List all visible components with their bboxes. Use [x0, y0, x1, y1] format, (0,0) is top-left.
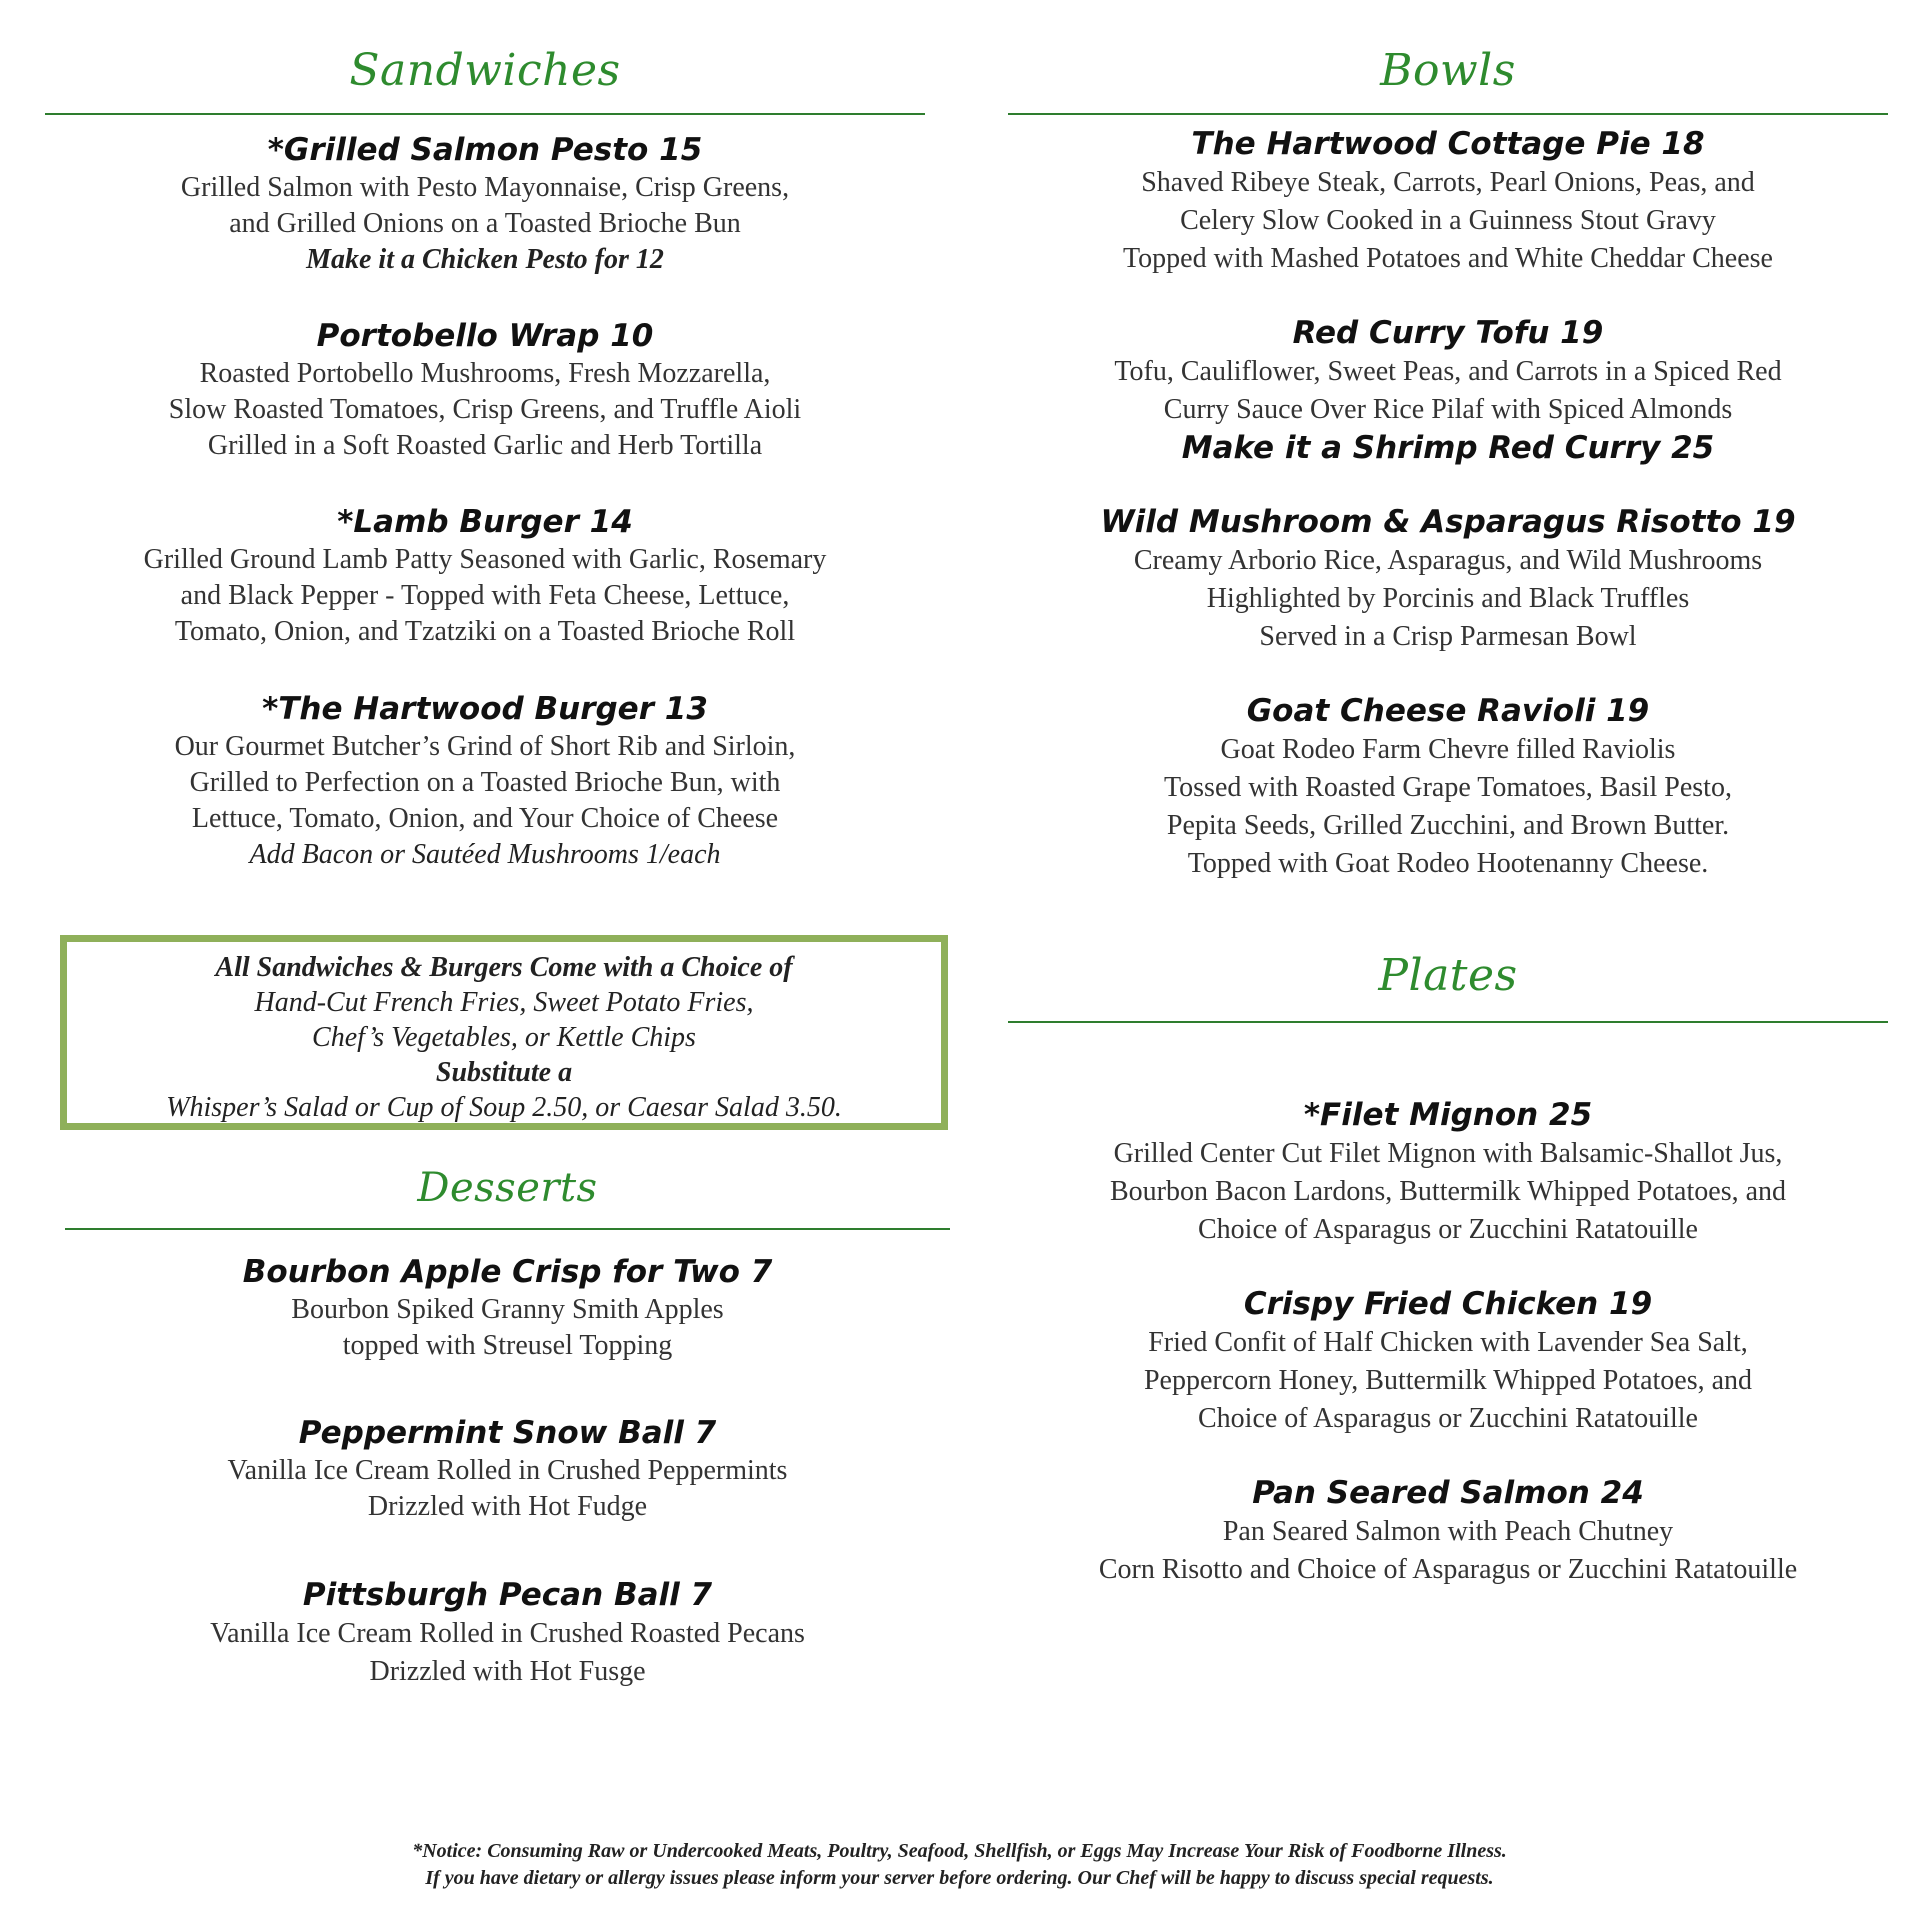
menu-item-mushroom-risotto: [1008, 502, 1888, 656]
menu-item-peppermint-snow-ball: [65, 1413, 950, 1525]
item-desc-line: Curry Sauce Over Rice Pilaf with Spiced Almonds: [1163, 394, 1733, 425]
menu-item-pan-seared-salmon: [1008, 1473, 1888, 1589]
item-desc-line: topped with Streusel Topping: [342, 1330, 673, 1361]
item-desc-line: Creamy Arborio Rice, Asparagus, and Wild Mushrooms: [1133, 545, 1763, 576]
bowls-divider: [1008, 113, 1888, 115]
item-addon-note: Add Bacon or Sautéed Mushrooms 1/each: [249, 839, 721, 870]
item-upgrade-note: Make it a Shrimp Red Curry 25: [1181, 430, 1715, 466]
sides-info-box: [60, 935, 948, 1130]
item-name: *Filet Mignon 25: [1303, 1097, 1593, 1133]
desserts-title: Desserts: [417, 1165, 598, 1211]
item-desc-line: Bourbon Bacon Lardons, Buttermilk Whipped Potatoes, and: [1109, 1176, 1787, 1207]
item-desc-line: Corn Risotto and Choice of Asparagus or Zucchini Ratatouille: [1098, 1554, 1798, 1585]
item-name: Goat Cheese Ravioli 19: [1246, 693, 1650, 729]
substitute-options-line: Whisper’s Salad or Cup of Soup 2.50, or Caesar Salad 3.50.: [166, 1092, 842, 1123]
item-desc-line: Drizzled with Hot Fusge: [369, 1656, 646, 1687]
item-desc-line: Lettuce, Tomato, Onion, and Your Choice of Cheese: [191, 803, 779, 834]
menu-item-crispy-fried-chicken: [1008, 1284, 1888, 1438]
item-name: Wild Mushroom & Asparagus Risotto 19: [1100, 504, 1796, 540]
bowls-title: Bowls: [1380, 45, 1516, 96]
menu-item-bourbon-apple-crisp: [65, 1252, 950, 1364]
menu-item-lamb-burger: [45, 502, 925, 650]
menu-item-hartwood-burger: [45, 689, 925, 873]
item-desc-line: Grilled in a Soft Roasted Garlic and Herb Tortilla: [207, 430, 763, 461]
item-desc-line: Goat Rodeo Farm Chevre filled Raviolis: [1220, 734, 1676, 765]
item-desc-line: Bourbon Spiked Granny Smith Apples: [291, 1294, 724, 1325]
item-desc-line: Grilled Salmon with Pesto Mayonnaise, Crisp Greens,: [180, 172, 790, 203]
menu-item-filet-mignon: [1008, 1095, 1888, 1249]
item-desc-line: Topped with Mashed Potatoes and White Cheddar Cheese: [1123, 243, 1773, 274]
item-desc-line: Grilled Ground Lamb Patty Seasoned with Garlic, Rosemary: [143, 544, 827, 575]
item-name: Pan Seared Salmon 24: [1252, 1475, 1644, 1511]
sandwiches-title: Sandwiches: [349, 45, 621, 96]
item-desc-line: Grilled to Perfection on a Toasted Brioche Bun, with: [189, 767, 781, 798]
food-safety-notice: [0, 1838, 1919, 1892]
item-desc-line: Grilled Center Cut Filet Mignon with Balsamic-Shallot Jus,: [1113, 1138, 1783, 1169]
item-desc-line: and Grilled Onions on a Toasted Brioche Bun: [229, 208, 741, 239]
menu-item-portobello-wrap: [45, 316, 925, 464]
substitute-heading: Substitute a: [435, 1057, 573, 1088]
plates-divider: [1008, 1021, 1888, 1023]
item-desc-line: Shaved Ribeye Steak, Carrots, Pearl Onions, Peas, and: [1141, 167, 1755, 198]
sandwiches-divider: [45, 113, 925, 115]
item-desc-line: Served in a Crisp Parmesan Bowl: [1259, 621, 1637, 652]
plates-title: Plates: [1378, 950, 1518, 1001]
item-desc-line: Peppercorn Honey, Buttermilk Whipped Potatoes, and: [1143, 1365, 1753, 1396]
item-name: *Grilled Salmon Pesto 15: [267, 132, 703, 168]
item-name: Crispy Fried Chicken 19: [1243, 1286, 1653, 1322]
item-name: Portobello Wrap 10: [316, 318, 654, 354]
item-desc-line: Vanilla Ice Cream Rolled in Crushed Peppermints: [227, 1455, 788, 1486]
item-desc-line: Tossed with Roasted Grape Tomatoes, Basil Pesto,: [1164, 772, 1732, 803]
item-name: The Hartwood Cottage Pie 18: [1191, 126, 1705, 162]
menu-item-pittsburgh-pecan-ball: [65, 1575, 950, 1691]
item-name: Red Curry Tofu 19: [1292, 315, 1604, 351]
item-name: *The Hartwood Burger 13: [262, 691, 708, 727]
menu-item-cottage-pie: [1008, 124, 1888, 278]
item-desc-line: Roasted Portobello Mushrooms, Fresh Mozzarella,: [199, 358, 771, 389]
item-desc-line: Tomato, Onion, and Tzatziki on a Toasted Brioche Roll: [174, 616, 796, 647]
item-desc-line: Topped with Goat Rodeo Hootenanny Cheese.: [1187, 848, 1709, 879]
notice-line: If you have dietary or allergy issues please inform your server before ordering. Our Chef will be happy to discuss special requests.: [425, 1867, 1494, 1889]
item-desc-line: Pepita Seeds, Grilled Zucchini, and Brown Butter.: [1166, 810, 1730, 841]
sides-options-line: Chef’s Vegetables, or Kettle Chips: [312, 1022, 696, 1053]
item-desc-line: Highlighted by Porcinis and Black Truffles: [1206, 583, 1690, 614]
notice-line: *Notice: Consuming Raw or Undercooked Meats, Poultry, Seafood, Shellfish, or Eggs May Increase Your Risk of Foodborne Illness.: [412, 1840, 1507, 1862]
item-upgrade-note: Make it a Chicken Pesto for 12: [306, 244, 664, 275]
item-desc-line: Choice of Asparagus or Zucchini Ratatouille: [1198, 1403, 1698, 1434]
item-desc-line: Slow Roasted Tomatoes, Crisp Greens, and Truffle Aioli: [168, 394, 802, 425]
item-name: Peppermint Snow Ball 7: [298, 1415, 717, 1451]
desserts-divider: [65, 1228, 950, 1230]
menu-item-red-curry-tofu: [1008, 313, 1888, 467]
item-name: *Lamb Burger 14: [337, 504, 633, 540]
item-name: Bourbon Apple Crisp for Two 7: [242, 1254, 773, 1290]
item-name: Pittsburgh Pecan Ball 7: [302, 1577, 713, 1613]
item-desc-line: Pan Seared Salmon with Peach Chutney: [1222, 1516, 1674, 1547]
item-desc-line: Drizzled with Hot Fudge: [367, 1491, 648, 1522]
item-desc-line: Choice of Asparagus or Zucchini Ratatouille: [1198, 1214, 1698, 1245]
menu-item-grilled-salmon-pesto: [45, 130, 925, 278]
item-desc-line: and Black Pepper - Topped with Feta Cheese, Lettuce,: [180, 580, 790, 611]
menu-item-goat-cheese-ravioli: [1008, 691, 1888, 883]
item-desc-line: Vanilla Ice Cream Rolled in Crushed Roasted Pecans: [210, 1618, 805, 1649]
sides-options-line: Hand-Cut French Fries, Sweet Potato Fries,: [254, 987, 754, 1018]
sides-heading: All Sandwiches & Burgers Come with a Choice of: [215, 952, 793, 983]
item-desc-line: Our Gourmet Butcher’s Grind of Short Rib and Sirloin,: [174, 731, 796, 762]
item-desc-line: Tofu, Cauliflower, Sweet Peas, and Carrots in a Spiced Red: [1114, 356, 1782, 387]
item-desc-line: Celery Slow Cooked in a Guinness Stout Gravy: [1180, 205, 1716, 236]
item-desc-line: Fried Confit of Half Chicken with Lavender Sea Salt,: [1148, 1327, 1748, 1358]
